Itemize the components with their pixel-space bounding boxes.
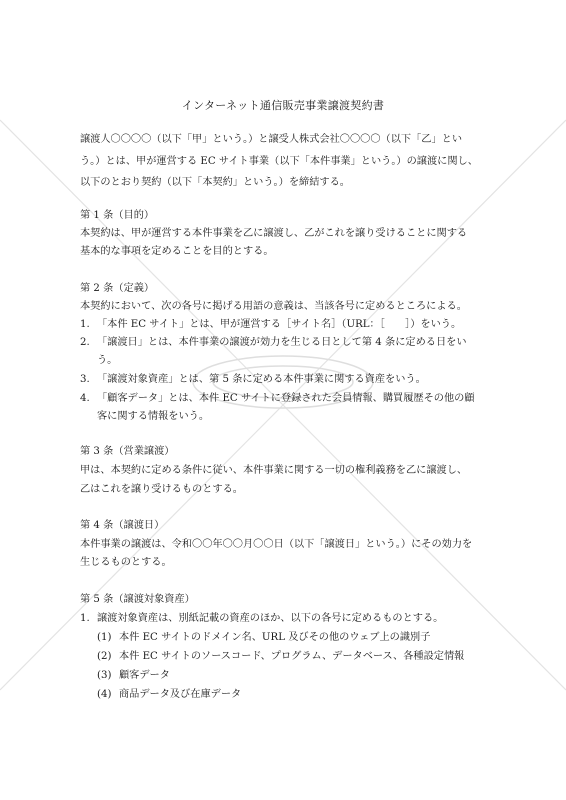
sub-list-item-number: (4) bbox=[97, 689, 112, 700]
list-item-number: 4. bbox=[80, 393, 90, 404]
list-item bbox=[80, 318, 461, 332]
sub-list-item bbox=[97, 669, 170, 683]
sub-list-item-text: 本件 EC サイトのソースコード、プログラム、データベース、各種設定情報 bbox=[119, 651, 465, 662]
article-body-line: 基本的な事項を定めることを目的とする。 bbox=[80, 246, 274, 257]
list-item-number: 1. bbox=[80, 613, 90, 624]
list-item-text: 「顧客データ」とは、本件 EC サイトに登録された会員情報、購買履歴その他の顧 bbox=[97, 393, 475, 404]
sub-list-item bbox=[97, 688, 241, 702]
article-heading: 第 2 条（定義） bbox=[80, 283, 155, 294]
article-heading: 第 1 条（目的） bbox=[80, 210, 155, 221]
preamble-line: 以下のとおり契約（以下「本契約」という。）を締結する。 bbox=[80, 177, 350, 188]
list-item-text: 「譲渡日」とは、本件事業の譲渡が効力を生じる日として第 4 条に定める日をい bbox=[97, 337, 467, 348]
list-item-continuation: う。 bbox=[97, 355, 118, 366]
list-item-text: 「本件 EC サイト」とは、甲が運営する［サイト名］（URL：［ ］）をいう。 bbox=[97, 319, 462, 330]
list-item bbox=[80, 392, 475, 406]
list-item bbox=[80, 373, 426, 387]
article-body-line: 本件事業の譲渡は、令和〇〇年〇〇月〇〇日（以下「譲渡日」という。）にその効力を bbox=[80, 539, 473, 550]
list-item-number: 3. bbox=[80, 374, 90, 385]
sub-list-item-number: (2) bbox=[97, 651, 112, 662]
sub-list-item-text: 本件 EC サイトのドメイン名、URL 及びその他のウェブ上の識別子 bbox=[119, 632, 431, 643]
sub-list-item bbox=[97, 650, 464, 664]
list-item-number: 2. bbox=[80, 337, 90, 348]
list-item bbox=[80, 612, 443, 626]
article-body-line: 乙はこれを譲り受けるものとする。 bbox=[80, 484, 243, 495]
article-heading: 第 3 条（営業譲渡） bbox=[80, 446, 175, 457]
list-item bbox=[80, 336, 467, 350]
list-item-number: 1. bbox=[80, 319, 90, 330]
article-body-line: 本契約は、甲が運営する本件事業を乙に譲渡し、乙がこれを譲り受けることに関する bbox=[80, 228, 468, 239]
list-item-text: 譲渡対象資産は、別紙記載の資産のほか、以下の各号に定めるものとする。 bbox=[97, 613, 444, 624]
list-item-continuation: 客に関する情報をいう。 bbox=[97, 411, 210, 422]
article-body-line: 生じるものとする。 bbox=[80, 557, 172, 568]
article-heading: 第 4 条（譲渡日） bbox=[80, 520, 165, 531]
list-item-text: 「譲渡対象資産」とは、第 5 条に定める本件事業に関する資産をいう。 bbox=[97, 374, 426, 385]
sub-list-item-text: 商品データ及び在庫データ bbox=[119, 689, 242, 700]
sub-list-item-number: (3) bbox=[97, 670, 112, 681]
preamble-line: 譲渡人〇〇〇〇（以下「甲」という。）と譲受人株式会社〇〇〇〇（以下「乙」とい bbox=[80, 134, 463, 145]
sub-list-item-number: (1) bbox=[97, 632, 112, 643]
preamble-line: う。）とは、甲が運営する EC サイト事業（以下「本件事業」という。）の譲渡に関し、 bbox=[80, 156, 478, 167]
document-title: インターネット通信販売事業譲渡契約書 bbox=[181, 99, 385, 112]
sub-list-item-text: 顧客データ bbox=[119, 670, 170, 681]
sub-list-item bbox=[97, 631, 430, 645]
article-body-line: 甲は、本契約に定める条件に従い、本件事業に関する一切の権利義務を乙に譲渡し、 bbox=[80, 465, 468, 476]
article-body-line: 本契約において、次の各号に掲げる用語の意義は、当該各号に定めるところによる。 bbox=[80, 301, 467, 312]
article-heading: 第 5 条（譲渡対象資産） bbox=[80, 594, 195, 605]
